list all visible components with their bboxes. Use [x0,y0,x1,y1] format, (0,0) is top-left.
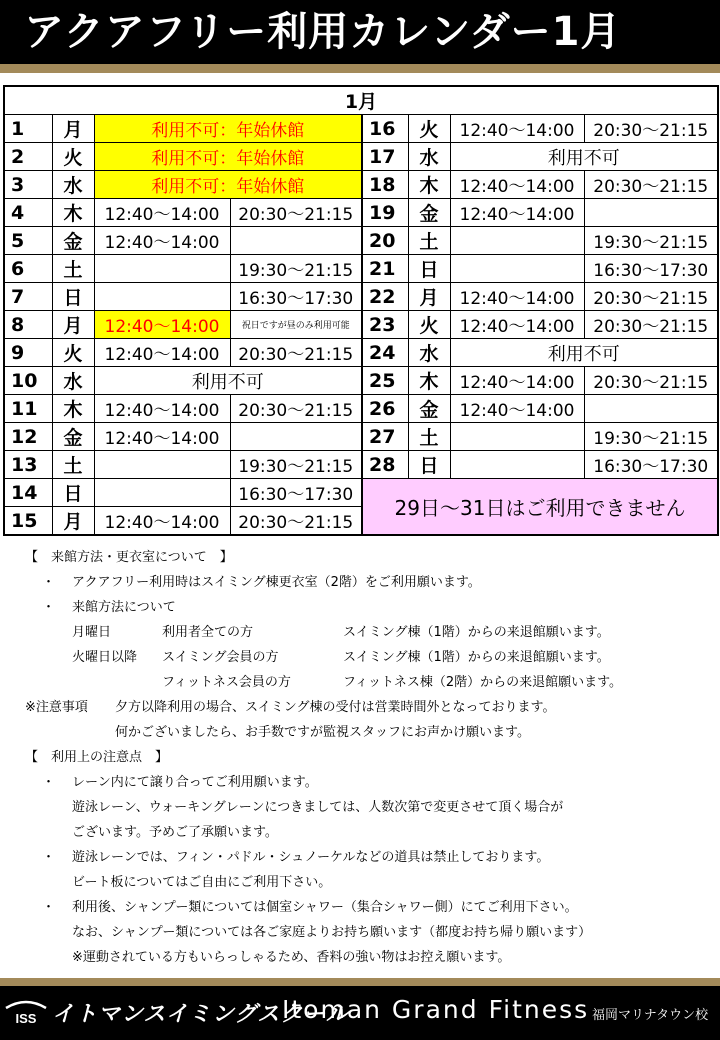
unavailable-days-notice: 29日～31日はご利用できません [362,479,718,536]
time-slot-2: 20:30～21:15 [230,199,362,227]
closed-notice: 利用不可：年始休館 [94,171,362,199]
time-slot-2: 16:30～17:30 [230,283,362,311]
unavailable-notice: 利用不可 [94,367,362,395]
day-number: 21 [362,255,408,283]
time-slot-1: 12:40～14:00 [450,283,584,311]
access-how: スイミング棟（1階）からの来退館願います。 [343,625,610,640]
time-slot-2 [584,395,718,423]
page-title: アクアフリー利用カレンダー1月 [0,0,720,64]
time-slot-2: 20:30～21:15 [584,171,718,199]
calendar-row [4,143,718,171]
bullet: ・ [42,775,56,790]
day-of-week: 木 [408,367,450,395]
day-number: 18 [362,171,408,199]
day-number: 4 [4,199,52,227]
day-number: 14 [4,479,52,507]
notes-section [0,545,720,970]
logo-mark: ISS [15,1011,37,1026]
day-number: 3 [4,171,52,199]
unavailable-notice: 利用不可 [450,143,718,171]
access-who: スイミング会員の方 [162,650,279,665]
day-number: 11 [4,395,52,423]
day-number: 10 [4,367,52,395]
time-slot-1 [450,423,584,451]
usage-note: なお、シャンプー類については各ご家庭よりお持ち願います（都度お持ち帰り願います） [72,925,592,940]
calendar-row [4,255,718,283]
day-number: 28 [362,451,408,479]
day-of-week: 金 [408,199,450,227]
time-slot-2 [230,423,362,451]
time-slot-1 [450,227,584,255]
time-slot-2: 19:30～21:15 [584,227,718,255]
calendar-row [4,479,718,507]
time-slot-2: 20:30～21:15 [584,311,718,339]
time-slot-1 [94,479,230,507]
time-slot-2: 16:30～17:30 [230,479,362,507]
usage-note: 遊泳レーン、ウォーキングレーンにつきましては、人数次第で変更させて頂く場合が [72,800,564,815]
day-of-week: 日 [52,479,94,507]
day-number: 1 [4,115,52,143]
logo-en: Itoman Grand Fitness [282,995,590,1024]
time-slot-2 [584,199,718,227]
day-of-week: 金 [52,423,94,451]
branch-name: 福岡マリナタウン校 [592,1008,709,1023]
usage-note: レーン内にて譲り合ってご利用願います。 [72,775,318,790]
day-of-week: 水 [52,171,94,199]
time-slot-1: 12:40～14:00 [94,423,230,451]
calendar-row [4,451,718,479]
day-of-week: 月 [52,507,94,536]
usage-note: ございます。予めご了承願います。 [72,825,278,840]
calendar-table [3,85,719,536]
usage-note: 遊泳レーンでは、フィン・パドル・シュノーケルなどの道具は禁止しております。 [72,850,550,865]
usage-note: ※運動されている方もいらっしゃるため、香料の強い物はお控え願います。 [72,950,511,965]
time-slot-1 [450,451,584,479]
calendar-row [4,311,718,339]
day-of-week: 土 [52,255,94,283]
bullet: ・ [42,850,56,865]
time-slot-1 [94,451,230,479]
time-slot-1: 12:40～14:00 [94,339,230,367]
day-number: 22 [362,283,408,311]
time-slot-2: 19:30～21:15 [584,423,718,451]
time-slot-1 [450,255,584,283]
time-slot-1: 12:40～14:00 [450,395,584,423]
footer [0,986,720,1040]
caution-text: 夕方以降利用の場合、スイミング棟の受付は営業時間外となっております。 [115,700,556,715]
calendar-row [4,395,718,423]
day-number: 17 [362,143,408,171]
section-heading-access: 【 来館方法・更衣室について 】 [25,550,233,565]
note-access-method: 来館方法について [72,600,176,615]
access-who: フィットネス会員の方 [162,675,291,690]
footer-accent-bar [0,978,720,986]
bullet: ・ [42,575,56,590]
day-number: 15 [4,507,52,536]
day-number: 6 [4,255,52,283]
calendar-row [4,227,718,255]
unavailable-notice: 利用不可 [450,339,718,367]
header-accent-bar [0,64,720,73]
day-number: 5 [4,227,52,255]
day-number: 25 [362,367,408,395]
section-heading-usage: 【 利用上の注意点 】 [25,750,169,765]
usage-note: 利用後、シャンプー類については個室シャワー（集合シャワー側）にてご利用下さい。 [72,900,578,915]
day-of-week: 日 [408,451,450,479]
time-slot-2: 20:30～21:15 [584,367,718,395]
day-of-week: 月 [52,311,94,339]
calendar-row [4,339,718,367]
day-number: 2 [4,143,52,171]
time-slot-2: 20:30～21:15 [584,115,718,143]
time-slot-1: 12:40～14:00 [94,311,230,339]
day-number: 8 [4,311,52,339]
time-slot-1: 12:40～14:00 [450,311,584,339]
time-slot-2: 20:30～21:15 [230,507,362,536]
day-number: 16 [362,115,408,143]
calendar-row [4,115,718,143]
day-of-week: 木 [408,171,450,199]
day-of-week: 火 [408,115,450,143]
time-slot-2 [230,227,362,255]
calendar-row [4,199,718,227]
time-slot-1: 12:40～14:00 [94,395,230,423]
time-slot-1: 12:40～14:00 [450,171,584,199]
day-number: 20 [362,227,408,255]
day-of-week: 月 [52,115,94,143]
day-of-week: 水 [408,339,450,367]
time-slot-2: 19:30～21:15 [230,255,362,283]
calendar-row [4,423,718,451]
bullet: ・ [42,900,56,915]
access-how: スイミング棟（1階）からの来退館願います。 [343,650,610,665]
day-number: 26 [362,395,408,423]
closed-notice: 利用不可：年始休館 [94,143,362,171]
day-number: 19 [362,199,408,227]
day-of-week: 日 [408,255,450,283]
time-slot-2: 20:30～21:15 [230,395,362,423]
time-slot-2: 16:30～17:30 [584,451,718,479]
time-slot-1: 12:40～14:00 [94,199,230,227]
day-of-week: 水 [52,367,94,395]
day-number: 9 [4,339,52,367]
calendar-row [4,171,718,199]
time-slot-1 [94,255,230,283]
holiday-note: 祝日ですが昼のみ利用可能 [230,311,362,339]
day-number: 12 [4,423,52,451]
day-of-week: 木 [52,395,94,423]
month-header: 1月 [4,86,718,115]
day-of-week: 火 [52,339,94,367]
day-number: 27 [362,423,408,451]
time-slot-2: 20:30～21:15 [230,339,362,367]
bullet: ・ [42,600,56,615]
time-slot-2: 20:30～21:15 [584,283,718,311]
time-slot-1 [94,283,230,311]
closed-notice: 利用不可：年始休館 [94,115,362,143]
caution-label: ※注意事項 [25,700,88,715]
calendar-row [4,283,718,311]
day-number: 13 [4,451,52,479]
caution-text: 何かございましたら、お手数ですが監視スタッフにお声かけ願います。 [115,725,530,740]
day-of-week: 火 [52,143,94,171]
day-number: 7 [4,283,52,311]
access-who: 利用者全ての方 [162,625,254,640]
access-day: 火曜日以降 [72,650,138,665]
day-number: 23 [362,311,408,339]
access-day: 月曜日 [72,625,112,640]
logo-jp: イトマンスイミングスクール [52,1002,349,1027]
time-slot-1: 12:40～14:00 [450,367,584,395]
day-of-week: 火 [408,311,450,339]
day-of-week: 金 [408,395,450,423]
time-slot-1: 12:40～14:00 [450,115,584,143]
day-number: 24 [362,339,408,367]
access-how: フィットネス棟（2階）からの来退館願います。 [343,675,623,690]
day-of-week: 土 [408,423,450,451]
time-slot-1: 12:40～14:00 [450,199,584,227]
day-of-week: 土 [52,451,94,479]
time-slot-2: 16:30～17:30 [584,255,718,283]
day-of-week: 月 [408,283,450,311]
day-of-week: 土 [408,227,450,255]
day-of-week: 水 [408,143,450,171]
usage-note: ビート板についてはご自由にご利用下さい。 [72,875,332,890]
day-of-week: 金 [52,227,94,255]
time-slot-1: 12:40～14:00 [94,507,230,536]
calendar-row [4,367,718,395]
time-slot-1: 12:40～14:00 [94,227,230,255]
time-slot-2: 19:30～21:15 [230,451,362,479]
day-of-week: 日 [52,283,94,311]
day-of-week: 木 [52,199,94,227]
iss-logo-icon [4,998,48,1026]
note-locker: アクアフリー利用時はスイミング棟更衣室（2階）をご利用願います。 [72,575,481,590]
